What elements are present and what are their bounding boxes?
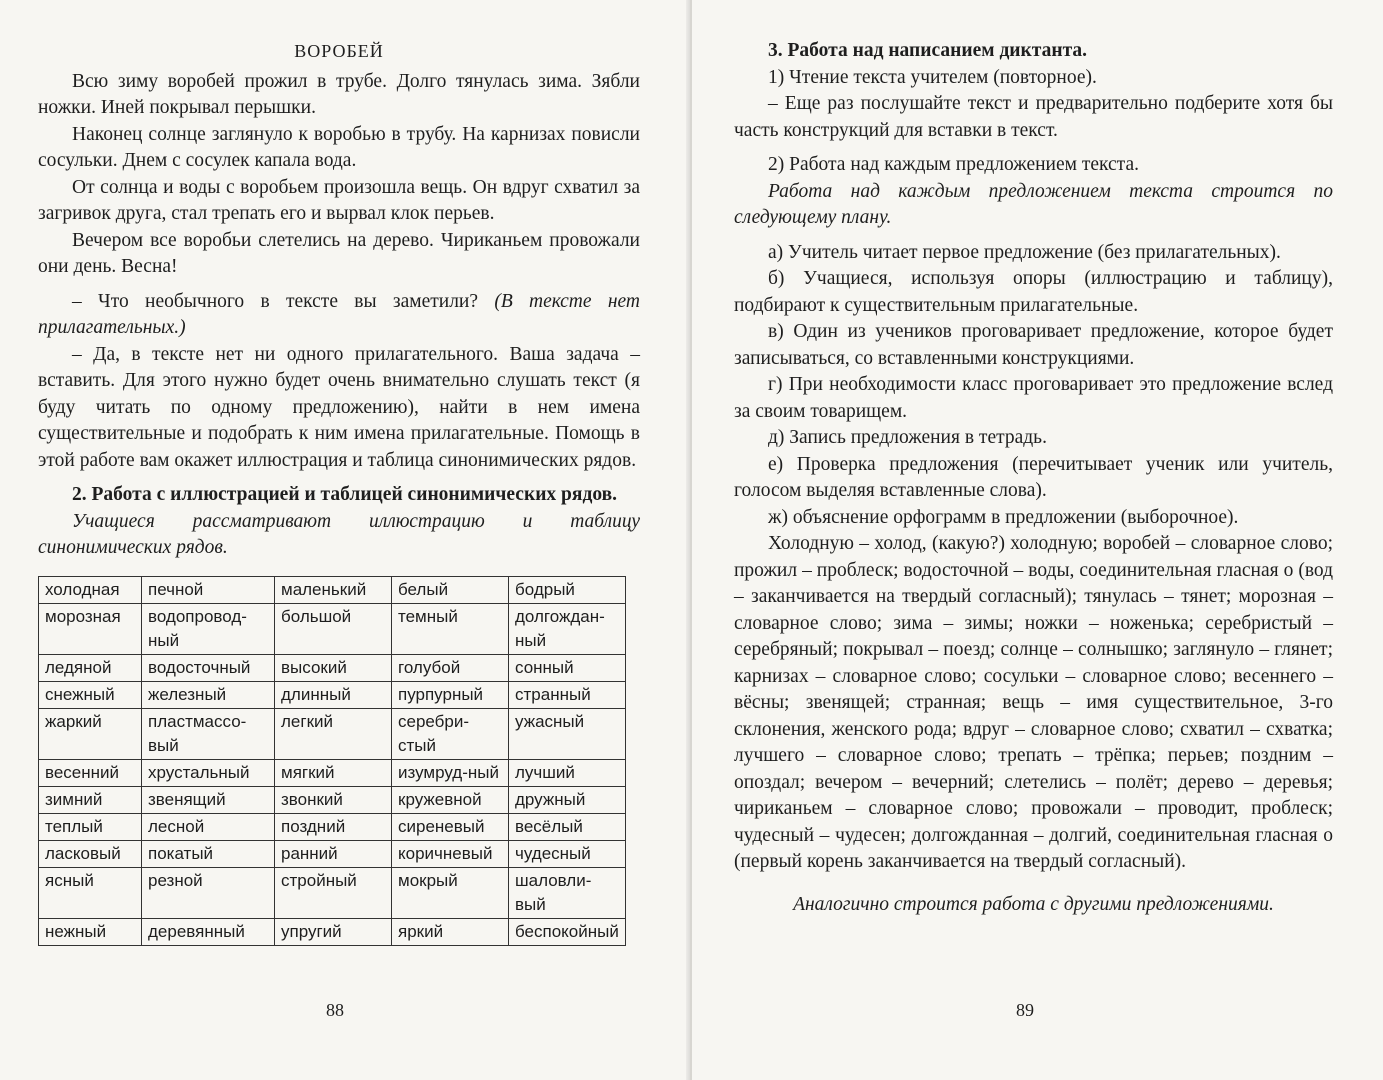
question-text: – Что необычного в тексте вы заметили? (72, 290, 479, 312)
table-cell: пластмассо-вый (142, 708, 275, 759)
table-row (39, 813, 626, 840)
plan-item: г) При необходимости класс проговаривает это предложение вслед за своим товарищем. (734, 374, 1333, 422)
table-row (39, 681, 626, 708)
table-cell: сиреневый (392, 813, 509, 840)
table-cell: ясный (39, 867, 142, 918)
table-cell: яркий (392, 918, 509, 945)
table-cell: легкий (275, 708, 392, 759)
page-number: 88 (326, 1000, 344, 1020)
table-cell: морозная (39, 603, 142, 654)
table-cell: хрустальный (142, 759, 275, 786)
table-cell: жаркий (39, 708, 142, 759)
step-text: – Еще раз послушайте текст и предварительно подберите хотя бы часть конструкций для вставки в текст. (734, 93, 1333, 141)
table-row (39, 576, 626, 603)
question-note: (В тексте нет прилагательных.) (38, 290, 640, 338)
step-note: Работа над каждым предложением текста строится по следующему плану. (734, 180, 1333, 228)
left-page (0, 0, 690, 1080)
table-cell: высокий (275, 654, 392, 681)
table-row (39, 654, 626, 681)
table-row (39, 786, 626, 813)
table-cell: зимний (39, 786, 142, 813)
table-row (39, 918, 626, 945)
table-cell: стройный (275, 867, 392, 918)
page-number: 89 (1016, 1000, 1034, 1020)
table-cell: лучший (509, 759, 626, 786)
table-cell: резной (142, 867, 275, 918)
table-cell: голубой (392, 654, 509, 681)
teacher-question (38, 289, 640, 342)
plan-item: а) Учитель читает первое предложение (без прилагательных). (768, 241, 1281, 263)
table-cell: покатый (142, 840, 275, 867)
table-cell: пурпурный (392, 681, 509, 708)
table-cell: нежный (39, 918, 142, 945)
table-cell: длинный (275, 681, 392, 708)
synonym-table (38, 576, 626, 946)
table-cell: печной (142, 576, 275, 603)
table-cell: сонный (509, 654, 626, 681)
table-cell: мягкий (275, 759, 392, 786)
orthography-explanation: Холодную – холод, (какую?) холодную; воробей – словарное слово; прожил – проблеск; водосточной – воды, соединительная гласная о (вод – заканчивается на твердый согласный); тянулась – тянет; морозная – словарное слово; зима – зимы; ножки – ноженька; серебристый – серебряный; покрывал – поезд; солнце – солнышко; заглянуло – глянет; карнизах – словарное слово; сосульки – словарное слово; весеннего – вёсны; звенящей; странная; вещь – имя существительное, 3-го склонения, женского рода; вдруг – словарное слово; схватил – схватка; лучшего – словарное слово; трепать – трёпка; перьев; поздним – опоздал; вечером – вечерний; слетелись – полёт; дерево – деревья; чириканьем – словарное слово; провожали – проводит, проблеск; чудесный – чудесен; долгожданная – долгий, соединительная гласная о (первый корень заканчивается на твердый согласный). (734, 533, 1333, 872)
table-cell: шаловли-вый (509, 867, 626, 918)
table-cell: весенний (39, 759, 142, 786)
table-cell: поздний (275, 813, 392, 840)
story-paragraph: Всю зиму воробей прожил в трубе. Долго тянулась зима. Зябли ножки. Иней покрывал перышки. (38, 70, 640, 118)
table-cell: бодрый (509, 576, 626, 603)
table-row (39, 867, 626, 918)
table-cell: ужасный (509, 708, 626, 759)
table-cell: железный (142, 681, 275, 708)
plan-item: ж) объяснение орфограмм в предложении (выборочное). (768, 506, 1239, 528)
table-cell: темный (392, 603, 509, 654)
right-page (692, 0, 1383, 1080)
plan-item: д) Запись предложения в тетрадь. (768, 427, 1047, 448)
table-cell: кружевной (392, 786, 509, 813)
table-cell: лесной (142, 813, 275, 840)
table-cell: водосточный (142, 654, 275, 681)
story-title: ВОРОБЕЙ (294, 41, 384, 61)
plan-item: в) Один из учеников проговаривает предложение, которое будет записываться, со вставленными конструкциями. (734, 321, 1333, 369)
table-cell: водопровод-ный (142, 603, 275, 654)
table-cell: белый (392, 576, 509, 603)
table-cell: большой (275, 603, 392, 654)
plan-item: б) Учащиеся, используя опоры (иллюстрацию и таблицу), подбирают к существительным прилагательные. (734, 268, 1333, 316)
story-paragraph: Вечером все воробьи слетелись на дерево. Чириканьем провожали они день. Весна! (38, 229, 640, 277)
table-cell: ласковый (39, 840, 142, 867)
step-item: 2) Работа над каждым предложением текста. (768, 154, 1139, 175)
table-cell: ранний (275, 840, 392, 867)
closing-note: Аналогично строится работа с другими предложениями. (793, 893, 1274, 915)
table-cell: беспокойный (509, 918, 626, 945)
table-row (39, 840, 626, 867)
table-cell: маленький (275, 576, 392, 603)
story-paragraph: От солнца и воды с воробьем произошла вещь. Он вдруг схватил за загривок друга, стал трепать его и вырвал клок перьев. (38, 176, 640, 224)
table-cell: снежный (39, 681, 142, 708)
table-cell: звенящий (142, 786, 275, 813)
teacher-answer: – Да, в тексте нет ни одного прилагательного. Ваша задача – вставить. Для этого нужно будет очень внимательно слушать текст (я буду читать по одному предложению), найти в нем имена существительные и подобрать к ним имена прилагательные. Помощь в этой работе вам окажет иллюстрация и таблица синонимических рядов. (38, 343, 640, 471)
table-cell: коричневый (392, 840, 509, 867)
table-row (39, 759, 626, 786)
table-cell: теплый (39, 813, 142, 840)
table-cell: долгождан-ный (509, 603, 626, 654)
section-heading: 3. Работа над написанием диктанта. (768, 40, 1088, 61)
table-cell: ледяной (39, 654, 142, 681)
table-row (39, 708, 626, 759)
table-cell: чудесный (509, 840, 626, 867)
table-cell: мокрый (392, 867, 509, 918)
table-cell: звонкий (275, 786, 392, 813)
table-cell: деревянный (142, 918, 275, 945)
table-cell: холодная (39, 576, 142, 603)
section-heading: 2. Работа с иллюстрацией и таблицей синонимических рядов. (72, 484, 617, 505)
plan-item: е) Проверка предложения (перечитывает ученик или учитель, голосом выделяя вставленные слова). (734, 453, 1333, 501)
table-cell: странный (509, 681, 626, 708)
table-cell: упругий (275, 918, 392, 945)
table-cell: весёлый (509, 813, 626, 840)
story-paragraph: Наконец солнце заглянуло к воробью в трубу. На карнизах повисли сосульки. Днем с сосулек капала вода. (38, 123, 640, 171)
table-cell: дружный (509, 786, 626, 813)
table-cell: серебри-стый (392, 708, 509, 759)
section-note: Учащиеся рассматривают иллюстрацию и таблицу синонимических рядов. (38, 510, 640, 558)
table-row (39, 603, 626, 654)
table-cell: изумруд-ный (392, 759, 509, 786)
step-item: 1) Чтение текста учителем (повторное). (768, 66, 1097, 88)
